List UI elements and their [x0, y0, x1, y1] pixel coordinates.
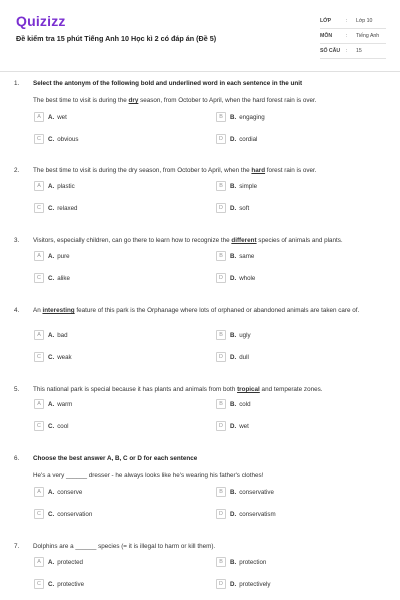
option-label: B. [230, 252, 237, 260]
option-letter-box[interactable]: A [34, 112, 44, 122]
target-word: hard [251, 167, 266, 174]
answer-option-d[interactable] [216, 420, 249, 432]
option-text: soft [239, 204, 250, 212]
option-label: C. [48, 580, 55, 588]
text-segment: Choose the best answer A, B, C or D for each sentence [33, 455, 198, 462]
answer-option-b[interactable] [216, 250, 254, 262]
question-number: 1. [14, 80, 20, 87]
meta-row-subject [320, 29, 386, 44]
option-label: B. [230, 488, 237, 496]
option-text: conservative [239, 488, 274, 496]
answer-option-b[interactable] [216, 398, 251, 410]
meta-value: Tiếng Anh [356, 33, 380, 39]
answer-option-b[interactable] [216, 329, 251, 341]
option-label: C. [48, 422, 55, 430]
question-number: 4. [14, 307, 20, 314]
option-letter-box[interactable]: A [34, 487, 44, 497]
answer-option-d[interactable] [216, 272, 255, 284]
option-label: A. [48, 558, 55, 566]
target-word: interesting [42, 307, 75, 314]
worksheet-header [0, 0, 400, 66]
target-word: tropical [237, 386, 260, 393]
answer-option-c[interactable] [34, 272, 70, 284]
option-letter-box[interactable]: C [34, 509, 44, 519]
option-letter-box[interactable]: C [34, 421, 44, 431]
question-number: 6. [14, 455, 20, 462]
option-label: A. [48, 113, 55, 121]
option-text: plastic [57, 182, 75, 190]
option-text: protected [57, 558, 83, 566]
option-text: conservation [57, 510, 93, 518]
option-text: ugly [239, 331, 251, 339]
target-word: different [231, 237, 257, 244]
option-text: conservatism [239, 510, 276, 518]
option-label: D. [230, 510, 237, 518]
option-letter-box[interactable]: D [216, 134, 226, 144]
answer-option-c[interactable] [34, 420, 69, 432]
meta-value: 15 [356, 48, 362, 54]
option-text: same [239, 252, 255, 260]
answer-option-c[interactable] [34, 578, 84, 590]
answer-option-c[interactable] [34, 351, 72, 363]
option-text: bad [57, 331, 68, 339]
option-text: engaging [239, 113, 265, 121]
option-text: alike [57, 274, 70, 282]
option-text: protection [239, 558, 267, 566]
section-instruction [33, 80, 385, 88]
option-text: warm [57, 400, 73, 408]
text-segment: species of animals and plants. [256, 237, 343, 244]
answer-option-b[interactable] [216, 556, 266, 568]
answer-option-b[interactable] [216, 180, 257, 192]
text-segment: Select the antonym of the following bold and underlined word in each sentence in the unit [33, 80, 303, 87]
option-label: B. [230, 558, 237, 566]
option-text: wet [57, 113, 67, 121]
option-letter-box[interactable]: B [216, 557, 226, 567]
meta-value: Lớp 10 [356, 18, 373, 24]
option-letter-box[interactable]: D [216, 579, 226, 589]
option-label: C. [48, 135, 55, 143]
answer-option-a[interactable] [34, 250, 70, 262]
text-segment: season, from October to April, when the hard forest rain is over. [138, 97, 317, 104]
text-segment: Visitors, especially children, can go there to learn how to recognize the [33, 237, 232, 244]
question-text [33, 97, 385, 105]
option-label: C. [48, 204, 55, 212]
option-text: weak [57, 353, 72, 361]
answer-option-d[interactable] [216, 202, 249, 214]
option-text: wet [239, 422, 249, 430]
text-segment: An [33, 307, 43, 314]
option-text: protectively [239, 580, 271, 588]
worksheet-title: Đề kiểm tra 15 phút Tiếng Anh 10 Học kì 2 có đáp án (Đề 5) [16, 34, 217, 43]
option-label: A. [48, 400, 55, 408]
option-label: B. [230, 113, 237, 121]
answer-option-c[interactable] [34, 508, 92, 520]
answer-option-a[interactable] [34, 556, 83, 568]
option-label: A. [48, 331, 55, 339]
target-word: dry [128, 97, 139, 104]
option-text: obvious [57, 135, 79, 143]
meta-row-class [320, 14, 386, 29]
option-text: conserve [57, 488, 83, 496]
option-letter-box[interactable]: D [216, 273, 226, 283]
option-letter-box[interactable]: D [216, 421, 226, 431]
text-segment: The best time to visit is during the dry season, from October to April, when the [33, 167, 252, 174]
question-text [33, 167, 385, 175]
text-segment: and temperate zones. [259, 386, 323, 393]
question-text [33, 386, 385, 394]
meta-key: LỚP [320, 18, 332, 24]
question-number: 3. [14, 237, 20, 244]
option-letter-box[interactable]: D [216, 203, 226, 213]
option-text: cold [239, 400, 251, 408]
option-letter-box[interactable]: C [34, 203, 44, 213]
answer-option-a[interactable] [34, 111, 67, 123]
option-label: A. [48, 252, 55, 260]
option-letter-box[interactable]: C [34, 579, 44, 589]
option-label: B. [230, 331, 237, 339]
answer-option-d[interactable] [216, 133, 257, 145]
option-text: relaxed [57, 204, 78, 212]
section-instruction [33, 455, 385, 463]
option-letter-box[interactable]: C [34, 273, 44, 283]
option-letter-box[interactable]: B [216, 112, 226, 122]
meta-colon: : [346, 48, 348, 54]
meta-colon: : [346, 33, 348, 39]
option-label: D. [230, 353, 237, 361]
text-segment: forest rain is over. [265, 167, 317, 174]
answer-option-b[interactable] [216, 486, 274, 498]
text-segment: Dolphins are a ______ species (= it is illegal to harm or kill them). [33, 543, 216, 550]
answer-option-a[interactable] [34, 180, 75, 192]
option-letter-box[interactable]: D [216, 509, 226, 519]
option-label: A. [48, 182, 55, 190]
quizizz-logo: Quizizz [16, 13, 66, 29]
header-divider [0, 71, 400, 72]
question-number: 7. [14, 543, 20, 550]
answer-option-a[interactable] [34, 486, 82, 498]
option-letter-box[interactable]: C [34, 134, 44, 144]
meta-row-count [320, 44, 386, 59]
option-letter-box[interactable]: A [34, 181, 44, 191]
option-letter-box[interactable]: D [216, 352, 226, 362]
option-text: whole [239, 274, 256, 282]
option-letter-box[interactable]: C [34, 352, 44, 362]
text-segment: He's a very ______ dresser - he always looks like he's wearing his father's clothes! [33, 472, 264, 479]
option-label: B. [230, 400, 237, 408]
meta-key: SỐ CÂU [320, 48, 341, 54]
option-letter-box[interactable]: A [34, 330, 44, 340]
question-number: 5. [14, 386, 20, 393]
option-label: C. [48, 510, 55, 518]
option-label: D. [230, 580, 237, 588]
meta-key: MÔN [320, 33, 333, 39]
question-text [33, 307, 385, 315]
answer-option-d[interactable] [216, 578, 270, 590]
option-text: cool [57, 422, 69, 430]
option-label: C. [48, 274, 55, 282]
option-label: D. [230, 204, 237, 212]
option-label: A. [48, 488, 55, 496]
answer-option-d[interactable] [216, 508, 276, 520]
meta-colon: : [346, 18, 348, 24]
worksheet-meta [320, 14, 386, 59]
question-text [33, 237, 385, 245]
option-letter-box[interactable]: B [216, 330, 226, 340]
answer-option-b[interactable] [216, 111, 265, 123]
option-label: C. [48, 353, 55, 361]
answer-option-a[interactable] [34, 329, 68, 341]
option-label: B. [230, 182, 237, 190]
option-letter-box[interactable]: A [34, 399, 44, 409]
option-label: D. [230, 422, 237, 430]
answer-option-a[interactable] [34, 398, 72, 410]
option-letter-box[interactable]: B [216, 181, 226, 191]
answer-option-c[interactable] [34, 202, 77, 214]
text-segment: The best time to visit is during the [33, 97, 129, 104]
option-letter-box[interactable]: B [216, 251, 226, 261]
option-text: simple [239, 182, 258, 190]
option-letter-box[interactable]: B [216, 399, 226, 409]
option-letter-box[interactable]: A [34, 557, 44, 567]
option-letter-box[interactable]: A [34, 251, 44, 261]
option-text: cordial [239, 135, 258, 143]
text-segment: feature of this park is the Orphanage where lots of orphaned or abandoned animals are taken care of. [74, 307, 360, 314]
option-text: protective [57, 580, 85, 588]
option-text: pure [57, 252, 70, 260]
option-label: D. [230, 135, 237, 143]
option-label: D. [230, 274, 237, 282]
question-number: 2. [14, 167, 20, 174]
option-letter-box[interactable]: B [216, 487, 226, 497]
answer-option-c[interactable] [34, 133, 79, 145]
question-text [33, 543, 385, 551]
question-text [33, 472, 385, 480]
answer-option-d[interactable] [216, 351, 249, 363]
option-text: dull [239, 353, 249, 361]
text-segment: This national park is special because it has plants and animals from both [33, 386, 238, 393]
